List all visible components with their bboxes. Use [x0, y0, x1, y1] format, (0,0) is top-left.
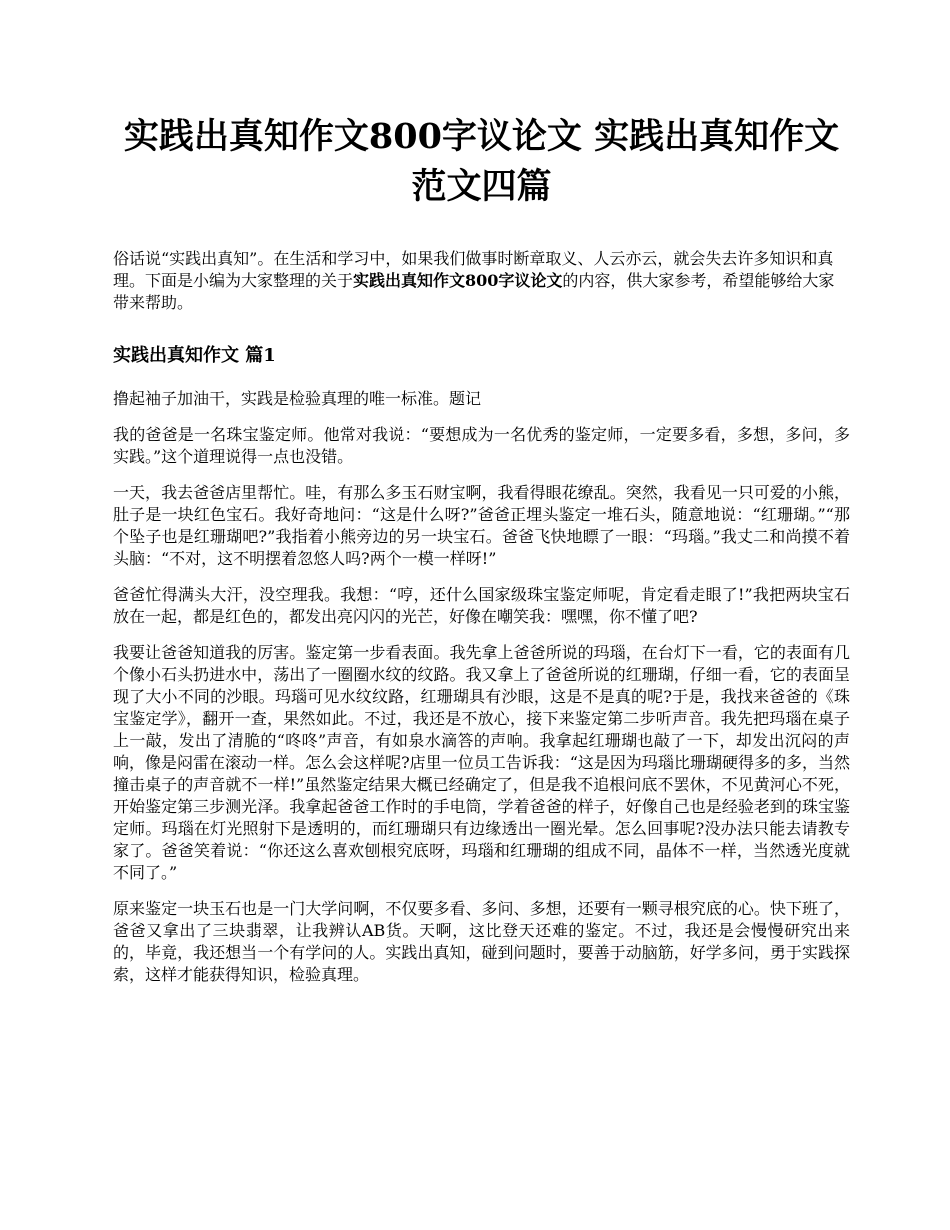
body-paragraph-6: 原来鉴定一块玉石也是一门大学问啊，不仅要多看、多问、多想，还要有一颗寻根究底的心。快下班了，爸爸又拿出了三块翡翠，让我辨认AB货。天啊，这比登天还难的鉴定。不过，我还是会慢慢研究出来的，毕竟，我还想当一个有学问的人。实践出真知，碰到问题时，要善于动脑筋，好学多问，勇于实践探索，这样才能获得知识，检验真理。: [113, 899, 850, 984]
intro-keyword: 实践出真知作文800字议论文: [353, 271, 563, 290]
intro-text-after: 的内容，供大家参考，希望能够给大家带来帮助。: [113, 271, 835, 312]
section-heading: 实践出真知作文 篇1: [113, 345, 276, 366]
body-paragraph-2: 我的爸爸是一名珠宝鉴定师。他常对我说：“要想成为一名优秀的鉴定师，一定要多看，多想，多问，多实践。”这个道理说得一点也没错。: [113, 425, 850, 466]
body-paragraph-4: 爸爸忙得满头大汗，没空理我。我想：“哼，还什么国家级珠宝鉴定师呢，肯定看走眼了!”我把两块宝石放在一起，都是红色的，都发出亮闪闪的光芒，好像在嘲笑我：嘿嘿，你不懂了吧?: [113, 585, 850, 626]
intro-paragraph: [113, 248, 850, 314]
body-paragraph-5: 我要让爸爸知道我的厉害。鉴定第一步看表面。我先拿上爸爸所说的玛瑙，在台灯下一看，它的表面有几个像小石头扔进水中，荡出了一圈圈水纹的纹路。我又拿上了爸爸所说的红珊瑚，仔细一看，它的表面呈现了大小不同的沙眼。玛瑙可见水纹纹路，红珊瑚具有沙眼，这是不是真的呢?于是，我找来爸爸的《珠宝鉴定学》，翻开一查，果然如此。不过，我还是不放心，接下来鉴定第二步听声音。我先把玛瑙在桌子上一敲，发出了清脆的“咚咚”声音，有如泉水滴答的声响。我拿起红珊瑚也敲了一下，却发出沉闷的声响，像是闷雷在滚动一样。怎么会这样呢?店里一位员工告诉我：“这是因为玛瑙比珊瑚硬得多的多，当然撞击桌子的声音就不一样!”虽然鉴定结果大概已经确定了，但是我不追根问底不罢休，不见黄河心不死，开始鉴定第三步测光泽。我拿起爸爸工作时的手电筒，学着爸爸的样子，好像自己也是经验老到的珠宝鉴定师。玛瑙在灯光照射下是透明的，而红珊瑚只有边缘透出一圈光晕。怎么回事呢?没办法只能去请教专家了。爸爸笑着说：“你还这么喜欢刨根究底呀，玛瑙和红珊瑚的组成不同，晶体不一样，当然透光度就不同了。”: [113, 643, 850, 882]
body-paragraph-3: 一天，我去爸爸店里帮忙。哇，有那么多玉石财宝啊，我看得眼花缭乱。突然，我看见一只可爱的小熊，肚子是一块红色宝石。我好奇地问：“这是什么呀?”爸爸正埋头鉴定一堆石头，随意地说：“红珊瑚。”“那个坠子也是红珊瑚吧?”我指着小熊旁边的另一块宝石。爸爸飞快地瞟了一眼：“玛瑙。”我丈二和尚摸不着头脑：“不对，这不明摆着忽悠人吗?两个一模一样呀!”: [113, 483, 850, 568]
document-page: [113, 112, 850, 986]
body-paragraph-1: 撸起袖子加油干，实践是检验真理的唯一标准。题记: [113, 389, 482, 408]
document-title: 实践出真知作文800字议论文 实践出真知作文范文四篇: [123, 116, 840, 207]
intro-text-before: 俗话说“实践出真知”。在生活和学习中，如果我们做事时断章取义、人云亦云，就会失去许多知识和真理。下面是小编为大家整理的关于: [113, 249, 834, 290]
